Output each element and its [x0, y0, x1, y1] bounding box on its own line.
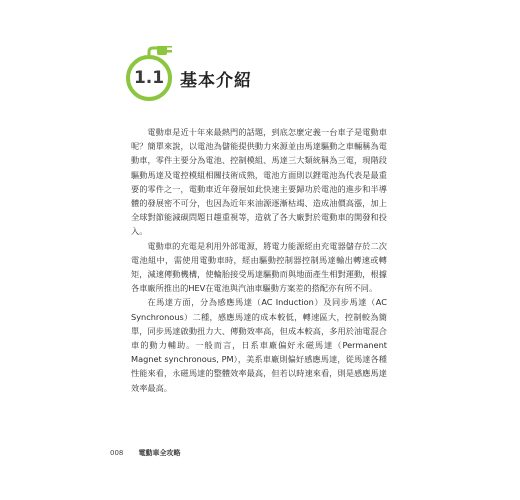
body-text [131, 125, 387, 395]
page-footer [110, 440, 181, 457]
paragraph: 電動車的充電是利用外部電源，將電力能源經由充電器儲存於二次電池組中，需使用電動車時，經由驅動控制器控制馬達輸出轉速或轉矩，減速傳動機構，使輪胎接受馬達驅動而與地面產生相對運動，根據各車廠所推出的HEV在電池與汽油車驅動方案差的搭配亦有所不同。 [131, 240, 387, 294]
plug-icon [118, 46, 178, 106]
section-header [118, 46, 418, 106]
paragraph: 電動車是近十年來最熱門的話題，到底怎麼定義一台車子是電動車呢？簡單來說，以電池為儲能提供動力來源並由馬達驅動之車輛稱為電動車，零件主要分為電池、控制模組、馬達三大類統稱為三電，現階段驅動馬達及電控模組相關技術成熟，電池方面則以鋰電池為代表是最重要的零件之一，電動車近年發展如此快速主要歸功於電池的進步和半導體的發展密不可分，也因為近年來油源逐漸枯竭、造成油價高漲，加上全球對節能減碳問題日趨重視等，造就了各大廠對於電動車的開發和投入。 [131, 127, 387, 237]
book-title: 電動車全攻略 [138, 449, 181, 457]
section-title: 基本介紹 [180, 71, 252, 91]
page-number: 008 [110, 449, 124, 457]
paragraph: 在馬達方面，分為感應馬達（AC Induction）及同步馬達（AC Synchronous）二種，感應馬達的成本較低，轉速區大，控制較為簡單，同步馬達啟動扭力大、傳動效率高，但成本較高，多用於油電混合車的動力輔助。一般而言，日系車廠偏好永磁馬達（Permanent Magnet synchronous, PM），美系車廠則偏好感應馬達，從馬達各種性能來看，永磁馬達的整體效率最高，但若以時速來看，則是感應馬達效率最高。 [131, 297, 387, 393]
section-number: 1.1 [133, 68, 165, 88]
